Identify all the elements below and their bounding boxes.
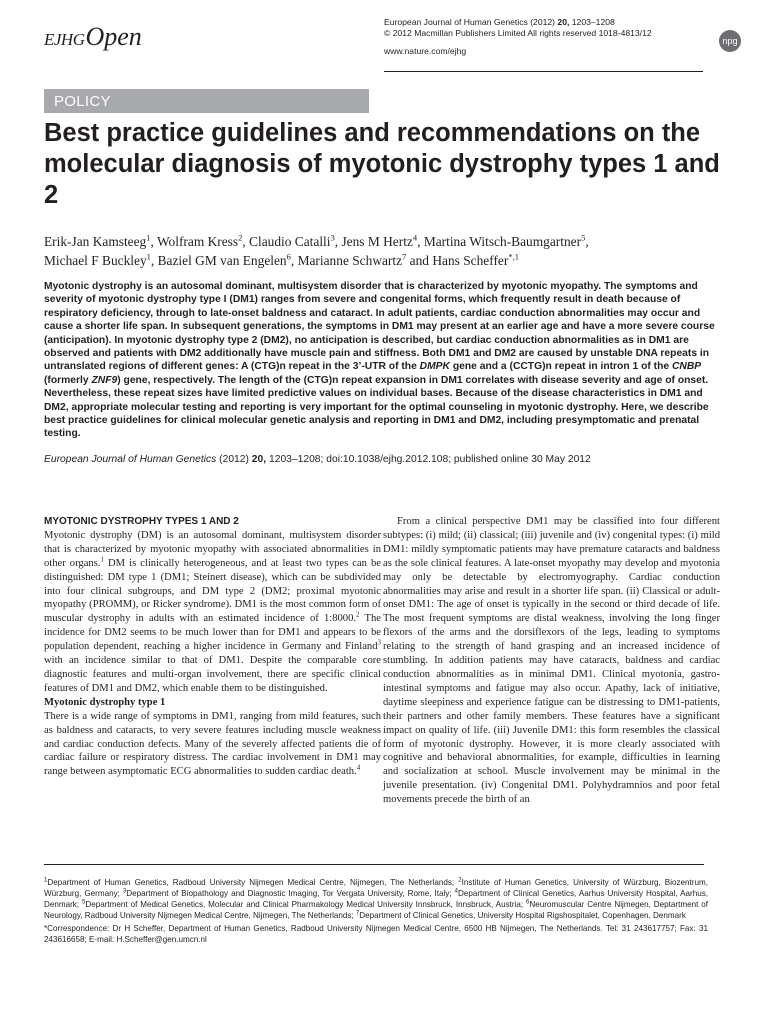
gene-name: DMPK [419, 361, 450, 373]
footnotes [44, 877, 708, 945]
journal-pages: 1203–1208 [571, 17, 615, 27]
affiliations: $^1$Department of Human Genetics, Radboud University Nijmegen Medical Centre, Nijmegen, The Netherlands; $^2$Institute of Human Genetics, University of Würzburg, Biozentrum, Würzburg, Germany; $^3$Department of Biopathology and Diagnostic Imaging, Tor Vergata University, Rome, Italy; $^4$Department of Clinical Genetics, Aarhus University Hospital, Aarhus, Denmark; $^5$Department of Medical Genetics, Molecular and Clinical Pharmakology Medical University Innsbruck, Innsbruck, Austria; $^6$Neuromuscular Centre Nijmegen, Deptartment of Neurology, Radboud University Nijmegen Medical Centre, Nijmegen, The Netherlands; $^7$Department of Clinical Genetics, University Hospital Rigshospitalet, Copenhagen, Denmark [44, 877, 709, 920]
author-name: Hans Scheffer [432, 253, 509, 268]
section-heading: MYOTONIC DYSTROPHY TYPES 1 AND 2 [44, 516, 239, 527]
author-name: Marianne Schwartz [297, 253, 403, 268]
article-title: Best practice guidelines and recommendations on the molecular diagnosis of myotonic dystrophy types 1 and 2 [44, 119, 720, 209]
abstract-text: ) gene, respectively. The length of the (CTG)n repeat expansion in DM1 correlates with disease severity and age of onset. Nevertheless, these repeat sizes have limited predictive values on individual bases. Because of the disease characteristics in DM1 and DM2, appropriate molecular testing and reporting is very important for the optimal counseling in myotonic dystrophy. Here, we describe best practice guidelines for clinical molecular genetic analysis and reporting in DM1 and DM2, including presymptomatic and prenatal testing. [44, 374, 709, 440]
author-affiliation: 4 [412, 232, 418, 243]
body-paragraph: Myotonic dystrophy (DM) is an autosomal dominant, multisystem disorder that is characterized by myotonic myopathy with associated abnormalities in other organs.$^1$ DM is clinically heterogeneous, and at least two types can be distinguished: DM type 1 (DM1; Steinert disease), which can be subdivided into four clinical subgroups, and DM type 2 (DM2; proximal myotonic myopathy (PROMM), or Ricker syndrome). DM1 is the most common form of muscular dystrophy in adults with an estimated incidence of 1:8000.$^2$ The incidence for DM2 seems to be much lower than for DM1 and appears to be population dependent, reaching a higher incidence in Germany and Finland$^3$ with an incidence similar to that of DM1. Despite the comparable core diagnostic features and multi-organ involvement, there are specific clinical features of DM1 and DM2, which enable them to be distinguished. [44, 529, 381, 694]
journal-year: (2012) [530, 17, 556, 27]
author-affiliation: 6 [286, 251, 291, 262]
citation-details[interactable]: 1203–1208; doi:10.1038/ejhg.2012.108; published online 30 May 2012 [266, 454, 591, 465]
author-name: Martina Witsch-Baumgartner [423, 234, 582, 249]
footnote-divider [44, 864, 704, 865]
author-affiliation: 1 [146, 232, 151, 243]
abstract-text: Myotonic dystrophy is an autosomal dominant, multisystem disorder that is characterized by myotonic myopathy. The symptoms and severity of myotonic dystrophy type I (DM1) ranges from severe and congenital forms, which frequently result in death because of respiratory deficiency, through to late-onset baldness and cataract. In adult patients, cardiac conduction abnormalities may occur and cause a shorter life span. In subsequent generations, the symptoms in DM1 may present at an earlier age and have a more severe course (anticipation). In myotonic dystrophy type 2 (DM2), no anticipation is described, but cardiac conduction abnormalities as in DM1 are observed and patients with DM2 additionally have muscle pain and stiffness. Both DM1 and DM2 are caused by unstable DNA repeats in untranslated regions of different genes: A (CTG)n repeat in the 3’-UTR of the [44, 281, 715, 373]
author-name: Erik-Jan Kamsteeg [44, 234, 147, 249]
reference-link[interactable]: 3 [377, 638, 381, 647]
abstract [44, 280, 720, 441]
citation-journal: European Journal of Human Genetics [44, 454, 217, 465]
author-list: Erik-Jan Kamsteeg$^1$, Wolfram Kress$^2$, Claudio Catalli$^3$, Jens M Hertz$^4$, Martina Witsch-Baumgartner$^5$, Michael F Buckley$^1$, Baziel GM van Engelen$^6$, Marianne Schwartz$^7$ and Hans Scheffer$^{*,1}$ [44, 232, 589, 268]
npg-logo-icon: npg [719, 30, 741, 52]
copyright-line: © 2012 Macmillan Publishers Limited All rights reserved 1018-4813/12 [384, 28, 652, 38]
author-affiliation: 3 [330, 232, 335, 243]
author-name: Michael F Buckley [44, 253, 147, 268]
body-paragraph: There is a wide range of symptoms in DM1, ranging from mild features, such as baldness and cataracts, to very severe features including muscle weakness and cardiac conduction defects. Many of the severely affected patients die of cardiac failure or respiratory distress. The cardiac involvement in DM1 may range between asymptomatic ECG abnormalities to sudden cardiac death.$^4$ [44, 710, 381, 778]
reference-link[interactable]: 1 [100, 555, 104, 564]
author-affiliation: 5 [581, 232, 586, 243]
author-affiliation: *,1 [508, 251, 519, 262]
abstract-text: (formerly [44, 374, 92, 386]
citation-volume: 20, [251, 454, 267, 465]
correspondence-note: *Correspondence: Dr H Scheffer, Department of Human Genetics, Radboud University Nijmegen Medical Centre, 6500 HB Nijmegen, The Netherlands. Tel: 31 243617757; Fax: 31 243616658; E-mail: H.Scheffer@gen.umcn.nl [44, 924, 708, 944]
author-name: Baziel GM van Engelen [157, 253, 287, 268]
journal-citation-line [384, 17, 704, 28]
section-label: POLICY [44, 89, 369, 113]
body-column-right [383, 515, 720, 807]
body-paragraph: From a clinical perspective DM1 may be classified into four different subtypes: (i) mild; (ii) classical; (iii) juvenile and (iv) congenital types: (i) mild DM1: mildly symptomatic patients may have premature cataracts and baldness as the sole clinical features. A late-onset myopathy may develop and myotonia may only be detectable by electromyography. Cardiac conduction abnormalities may arise and result in a shorter life span. (ii) Classical or adult-onset DM1: The age of onset is typically in the second or third decade of life. The most frequent symptoms are distal weakness, involving the long finger flexors of the arms and the dorsiflexors of the legs, leading to symptoms relating to the strength of hand grasping and an increased incidence of stumbling. In addition patients may have cataracts, baldness and cardiac conduction abnormalities as in minimal DM1. Clinical myotonia, gastro-intestinal symptoms and fatigue may also occur. Apathy, lack of initiative, daytime sleepiness and experience fatigue can be distressing to DM1-patients, their partners and other family members. These features have a significant impact on quality of life. (iii) Juvenile DM1: this form resembles the classical form of myotonic dystrophy. However, it is more clearly associated with cognitive and behavioral abnormalities, for example, difficulties in learning and socialization at school. Muscle involvement may be minimal in the juvenile presentation. (iv) Congenital DM1. Polyhydramnios and poor fetal movements precede the birth of an [383, 516, 720, 806]
author-affiliation: 2 [238, 232, 243, 243]
author-affiliation: 7 [402, 251, 407, 262]
logo-ejhg: EJHG [44, 30, 85, 49]
reference-link[interactable]: 2 [356, 610, 360, 619]
reference-link[interactable]: 4 [356, 763, 361, 772]
journal-volume: 20, [557, 17, 570, 27]
author-name: Jens M Hertz [341, 234, 413, 249]
journal-info [384, 17, 704, 57]
logo-open: Open [85, 22, 142, 51]
header-divider [384, 71, 703, 72]
author-affiliation: 1 [146, 251, 151, 262]
journal-logo [44, 22, 142, 52]
journal-name: European Journal of Human Genetics [384, 17, 528, 27]
author-name: Claudio Catalli [249, 234, 331, 249]
subsection-heading: Myotonic dystrophy type 1 [44, 696, 166, 708]
abstract-text: gene and a (CCTG)n repeat in intron 1 of the [450, 361, 672, 373]
article-citation [44, 453, 720, 466]
citation-year: (2012) [216, 454, 252, 465]
journal-website-link[interactable]: www.nature.com/ejhg [384, 46, 467, 56]
author-name: Wolfram Kress [156, 234, 239, 249]
gene-name: CNBP [671, 361, 702, 373]
body-column-left [44, 515, 381, 779]
gene-name: ZNF9 [91, 374, 118, 386]
